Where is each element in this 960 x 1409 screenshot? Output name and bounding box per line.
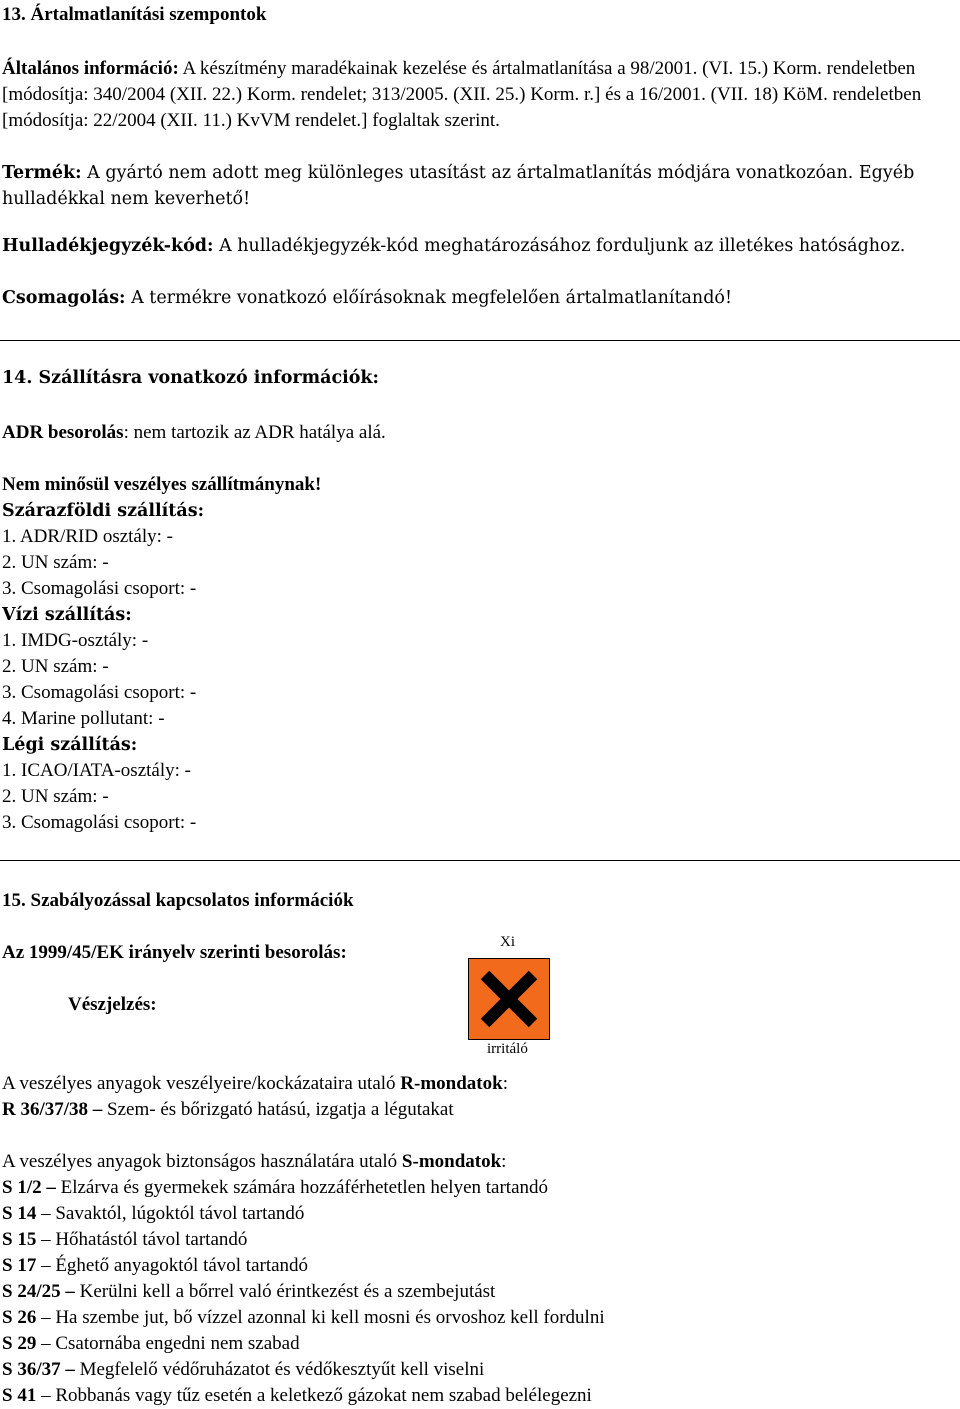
s-phrase-text: Elzárva és gyermekek számára hozzáférhetetlen helyen tartandó: [55, 1177, 549, 1198]
s-phrase-code: S 29: [2, 1333, 37, 1354]
packaging-label: Csomagolás:: [2, 288, 126, 308]
s-phrase-text: – Savaktól, lúgoktól távol tartandó: [36, 1203, 305, 1224]
r-phrases-block: [2, 1071, 508, 1123]
s-phrase: [2, 1279, 605, 1305]
waste-code-label: Hulladékjegyzék-kód:: [2, 236, 214, 256]
general-info-paragraph: [2, 56, 947, 134]
s-phrases-block: [2, 1149, 605, 1409]
s-phrase-code: S 24/25 –: [2, 1281, 75, 1302]
s-phrase-text: – Csatornába engedni nem szabad: [36, 1333, 300, 1354]
s-phrases-intro: [2, 1149, 605, 1175]
adr-label: ADR besorolás: [2, 422, 124, 443]
land-item: 3. Csomagolási csoport: -: [2, 578, 197, 599]
waste-code-paragraph: [2, 236, 905, 256]
section-divider: [0, 340, 960, 341]
packaging-paragraph: [2, 288, 732, 308]
air-item: 2. UN szám: -: [2, 786, 109, 807]
hazard-name: irritáló: [487, 1041, 528, 1057]
water-transport-title: Vízi szállítás:: [2, 605, 132, 625]
s-intro-keyword: S-mondatok: [401, 1151, 502, 1172]
adr-paragraph: [2, 422, 386, 444]
s-phrase: [2, 1383, 605, 1409]
product-text: A gyártó nem adott meg különleges utasítást az ártalmatlanítás módjára vonatkozóan. Egyéb hulladékkal nem keverhető!: [2, 163, 915, 209]
land-item: 1. ADR/RID osztály: -: [2, 526, 173, 547]
s-phrase-code: S 14: [2, 1203, 37, 1224]
cross-icon: [469, 959, 549, 1039]
air-item: 3. Csomagolási csoport: -: [2, 812, 197, 833]
s-phrase-text: Kerülni kell a bőrrel való érintkezést és a szembejutást: [74, 1281, 496, 1302]
water-item: 1. IMDG-osztály: -: [2, 630, 149, 651]
water-item: 4. Marine pollutant: -: [2, 708, 165, 729]
s-phrase: [2, 1175, 605, 1201]
s-phrase: [2, 1227, 605, 1253]
air-transport-title: Légi szállítás:: [2, 735, 138, 755]
s-intro-text: A veszélyes anyagok biztonságos használatára utaló: [2, 1151, 402, 1172]
water-item: 3. Csomagolási csoport: -: [2, 682, 197, 703]
s-phrase-code: S 17: [2, 1255, 37, 1276]
s-phrase-text: – Éghető anyagoktól távol tartandó: [36, 1255, 309, 1276]
s-phrase: [2, 1201, 605, 1227]
product-paragraph: [2, 160, 947, 212]
s-phrase-text: Megfelelő védőruházatot és védőkesztyűt kell viselni: [74, 1359, 485, 1380]
s-phrase-code: S 41: [2, 1385, 37, 1406]
s-phrase-text: – Ha szembe jut, bő vízzel azonnal ki kell mosni és orvoshoz kell fordulni: [36, 1307, 605, 1328]
s-intro-colon: :: [501, 1151, 507, 1172]
s-phrase-code: S 1/2 –: [2, 1177, 56, 1198]
s-phrase-code: S 15: [2, 1229, 37, 1250]
warning-label: Vészjelzés:: [68, 994, 157, 1015]
section-15-title: 15. Szabályozással kapcsolatos információk: [2, 890, 354, 911]
adr-text: : nem tartozik az ADR hatálya alá.: [123, 422, 386, 443]
product-label: Termék:: [2, 163, 82, 183]
transport-block: [2, 472, 321, 836]
s-phrase: [2, 1331, 605, 1357]
directive-classification: Az 1999/45/EK irányelv szerinti besorolás:: [2, 942, 347, 963]
s-phrase-text: – Hőhatástól távol tartandó: [36, 1229, 248, 1250]
r-phrases-intro: [2, 1071, 508, 1097]
s-phrase: [2, 1253, 605, 1279]
land-item: 2. UN szám: -: [2, 552, 109, 573]
air-item: 1. ICAO/IATA-osztály: -: [2, 760, 191, 781]
r-intro-colon: :: [502, 1073, 508, 1094]
r-phrase-text: Szem- és bőrizgató hatású, izgatja a légutakat: [102, 1099, 454, 1120]
r-phrase-code: R 36/37/38 –: [2, 1099, 103, 1120]
r-phrase: [2, 1097, 508, 1123]
section-14-title: 14. Szállításra vonatkozó információk:: [2, 368, 380, 388]
r-intro-text: A veszélyes anyagok veszélyeire/kockázataira utaló: [2, 1073, 401, 1094]
water-item: 2. UN szám: -: [2, 656, 109, 677]
s-phrase-code: S 36/37 –: [2, 1359, 75, 1380]
r-intro-keyword: R-mondatok: [400, 1073, 503, 1094]
s-phrase: [2, 1305, 605, 1331]
land-transport-title: Szárazföldi szállítás:: [2, 501, 205, 521]
waste-code-text: A hulladékjegyzék-kód meghatározásához forduljunk az illetékes hatósághoz.: [213, 236, 906, 256]
irritant-hazard-icon: [468, 958, 550, 1040]
s-phrase-code: S 26: [2, 1307, 37, 1328]
s-phrase: [2, 1357, 605, 1383]
hazard-code: Xi: [500, 934, 515, 950]
section-divider: [0, 860, 960, 861]
section-13-title: 13. Ártalmatlanítási szempontok: [2, 4, 267, 25]
packaging-text: A termékre vonatkozó előírásoknak megfelelően ártalmatlanítandó!: [125, 288, 732, 308]
general-info-text: A készítmény maradékainak kezelése és ártalmatlanítása a 98/2001. (VI. 15.) Korm. rendeletben [módosítja: 340/2004 (XII. 22.) Korm. rendelet; 313/2005. (XII. 25.) Korm. r.] és a 16/2001. (VII. 18) KöM. rendeletben [módosítja: 22/2004 (XII. 11.) KvVM rendelet.] foglaltak szerint.: [2, 58, 922, 131]
not-dangerous-notice: Nem minősül veszélyes szállítmánynak!: [2, 474, 322, 495]
s-phrase-text: – Robbanás vagy tűz esetén a keletkező gázokat nem szabad belélegezni: [36, 1385, 592, 1406]
general-info-label: Általános információ:: [2, 58, 179, 79]
